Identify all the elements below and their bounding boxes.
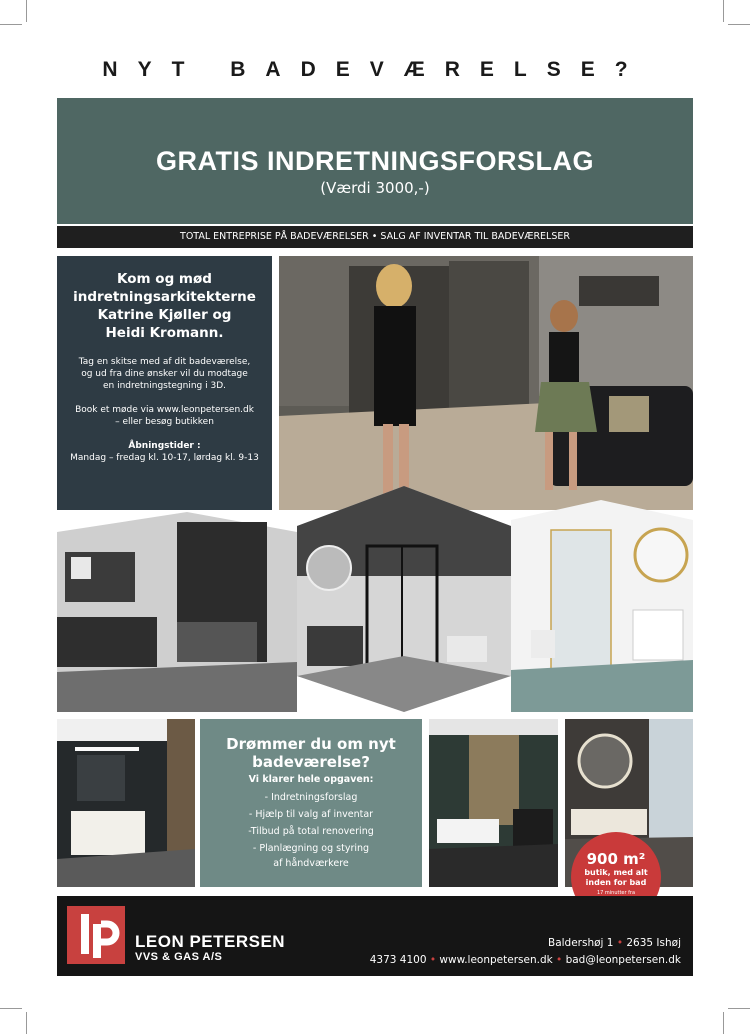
info-line: – eller besøg butikken xyxy=(115,417,214,427)
website-link[interactable]: www.leonpetersen.dk xyxy=(439,954,553,966)
info-heading-line: Katrine Kjøller og xyxy=(97,307,232,323)
dream-subheading: Vi klarer hele opgaven: xyxy=(248,774,374,785)
render-black-shower xyxy=(297,486,511,712)
photo-vanity-dark xyxy=(57,719,195,887)
dream-heading-line: badeværelse? xyxy=(252,753,370,771)
photo-render-2 xyxy=(297,486,511,712)
info-heading xyxy=(57,270,272,342)
crop-mark xyxy=(728,24,750,25)
info-paragraph xyxy=(57,404,272,428)
list-item: af håndværkere xyxy=(273,858,349,869)
hours-text: Mandag – fredag kl. 10-17, lørdag kl. 9-13 xyxy=(70,453,259,463)
dream-heading-line: Drømmer du om nyt xyxy=(226,735,396,753)
dream-box xyxy=(200,719,422,887)
photo-architects xyxy=(279,256,693,510)
photo-render-3 xyxy=(511,500,693,712)
hero-banner xyxy=(57,98,693,224)
crop-mark xyxy=(0,24,22,25)
badge-line: inden for bad xyxy=(585,878,647,887)
photo-bottom-2 xyxy=(429,719,558,887)
separator-dot: • xyxy=(556,954,563,966)
photo-bathtub xyxy=(429,719,558,887)
address-city: 2635 Ishøj xyxy=(626,937,681,949)
footer-contact xyxy=(370,954,681,966)
services-strip: TOTAL ENTREPRISE PÅ BADEVÆRELSER • SALG AF INVENTAR TIL BADEVÆRELSER xyxy=(57,226,693,248)
phone: 4373 4100 xyxy=(369,954,427,966)
photo-render-1 xyxy=(57,512,297,712)
lp-logo-icon xyxy=(67,906,125,964)
footer xyxy=(57,896,693,976)
info-heading-line: Heidi Kromann. xyxy=(105,325,224,341)
crop-mark xyxy=(26,1012,27,1034)
info-line: en indretningstegning i 3D. xyxy=(102,381,227,391)
badge-line: 17 minutter fra xyxy=(596,890,636,896)
brand-logo xyxy=(67,906,125,964)
headline: NYT BADEVÆRELSE? xyxy=(102,58,648,81)
info-line: Book et møde via www.leonpetersen.dk xyxy=(75,405,254,415)
list-item: - Planlægning og styring xyxy=(252,843,370,854)
address-street: Baldershøj 1 xyxy=(548,937,614,949)
photo-bottom-1 xyxy=(57,719,195,887)
crop-mark xyxy=(26,0,27,22)
photo-architects-image xyxy=(279,256,693,510)
hours-title: Åbningstider : xyxy=(128,441,201,451)
info-line: Tag en skitse med af dit badeværelse, xyxy=(78,357,251,367)
separator-dot: • xyxy=(429,954,437,966)
footer-address xyxy=(548,937,681,949)
email-link[interactable]: bad@leonpetersen.dk xyxy=(565,954,681,966)
info-box xyxy=(57,256,272,510)
list-item: -Tilbud på total renovering xyxy=(248,826,374,837)
hero-title: GRATIS INDRETNINGSFORSLAG xyxy=(155,146,594,176)
render-white-shower xyxy=(511,500,693,712)
dream-heading xyxy=(200,735,422,771)
info-line: og ud fra dine ønsker vil du modtage xyxy=(81,369,248,379)
brand-subtitle: VVS & GAS A/S xyxy=(135,951,223,963)
info-heading-line: Kom og mød xyxy=(117,271,212,287)
info-paragraph xyxy=(57,356,272,392)
crop-mark xyxy=(723,1012,724,1034)
brand-name: LEON PETERSEN xyxy=(135,932,286,951)
crop-mark xyxy=(728,1008,750,1009)
crop-mark xyxy=(723,0,724,22)
crop-mark xyxy=(0,1008,22,1009)
list-item: - Hjælp til valg af inventar xyxy=(248,809,374,820)
info-heading-line: indretningsarkitekterne xyxy=(73,289,256,305)
separator-dot: • xyxy=(616,937,624,949)
badge-line: butik, med alt xyxy=(584,868,648,877)
render-dark-bathroom xyxy=(57,512,297,712)
dream-list xyxy=(200,789,422,870)
badge-size: 900 m² xyxy=(586,850,646,868)
list-item: - Indretningsforslag xyxy=(264,792,358,803)
hero-subtitle: (Værdi 3000,-) xyxy=(320,179,430,197)
